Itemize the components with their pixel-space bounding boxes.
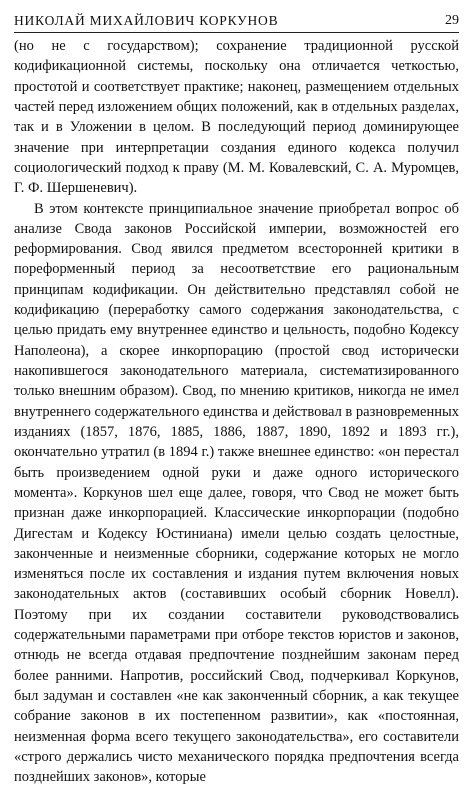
body-text bbox=[14, 36, 459, 788]
page-header bbox=[14, 6, 459, 33]
paragraph-2: В этом контексте принципиальное значение приобретал вопрос об анализе Свода законов Российской империи, возможностей его реформирования. Свод явился предметом всесторонней критики в пореформенный период за несоответствие его рациональным принципам кодификации. Он действительно представлял собой не кодификацию (переработку самого содержания законодательства, с целью придать ему внутреннее единство и цельность, подобно Кодексу Наполеона), а скорее инкорпорацию (простой свод исторически накопившегося законодательного материала, систематизированного только внешним образом). Свод, по мнению критиков, никогда не имел внутреннего содержательного единства и действовал в разновременных изданиях (1857, 1876, 1885, 1886, 1887, 1890, 1892 и 1893 гг.), окончательно утратил (в 1894 г.) также внешнее единство: «он перестал быть произведением одной руки и даже одного исторического момента». Коркунов шел еще далее, говоря, что Свод не может быть признан даже инкорпорацией. Классические инкорпорации (подобно Дигестам и Кодексу Юстиниана) имели целью создать целостные, законченные и неизменные сборники, содержание которых не могло изменяться после их составления и издания путем включения новых законодательных актов (составивших особый сборник Новелл). Поэтому при их создании составители руководствовались содержательными параметрами при отборе текстов юристов и законов, отнюдь не всегда отдавая предпочтение позднейшим законам перед более ранними. Напротив, российский Свод, подчеркивал Коркунов, был задуман и составлен «не как законченный сборник, а как текущее собрание законов в их постепенном развитии», как «постоянная, неизменная форма всего текущего законодательства», его составители «строго держались чисто механического порядка предпочтения всегда позднейших законов», которые bbox=[14, 200, 459, 786]
page-number: 29 bbox=[445, 13, 459, 28]
paragraph-1: (но не с государством); сохранение традиционной русской кодификационной системы, поскольку она отличается четкостью, простотой и соответствует практике; наконец, размещением отдельных частей перед изложением общих положений, как в отдельных разделах, так и в Уложении в целом. В последующий период доминирующее значение при интерпретации создания единого кодекса получил социологический подход к праву (М. М. Ковалевский, С. А. Муромцев, Г. Ф. Шершеневич). bbox=[14, 38, 459, 197]
running-head: НИКОЛАЙ МИХАЙЛОВИЧ КОРКУНОВ bbox=[14, 13, 279, 28]
